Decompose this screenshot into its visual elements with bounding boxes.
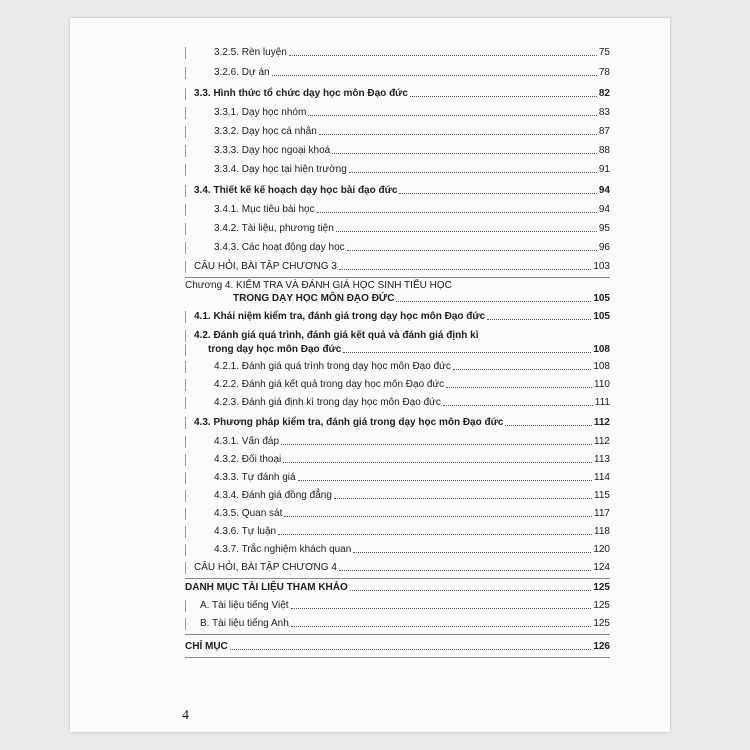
toc-entry-page: 118 [594,526,610,537]
toc-entry-label: CÂU HỎI, BÀI TẬP CHƯƠNG 3 [194,261,337,272]
toc-entry-label: 4.3.1. Vấn đáp [214,436,280,447]
toc-entry-page: 108 [593,361,610,372]
toc-entry-3-2-6 [185,67,610,79]
toc-entry-label: CÂU HỎI, BÀI TẬP CHƯƠNG 4 [194,562,337,573]
toc-section-page: 108 [593,344,610,355]
chapter-title-line2: TRONG DẠY HỌC MÔN ĐẠO ĐỨC [233,293,395,304]
toc-entry-page: 120 [593,544,610,555]
toc-entry-3-3-3 [185,145,610,157]
toc-entry-3-3-2 [185,126,610,138]
toc-entry-label: 4.2.2. Đánh giá kết quả trong dạy học môn Đạo đức [214,379,445,390]
chapter-page: 105 [593,293,610,304]
dot-leader [289,55,597,56]
toc-entry-page: 114 [594,472,610,483]
toc-entry-4-2-2 [185,379,610,391]
toc-entry-page: 103 [593,261,610,272]
toc-section-label: 3.4. Thiết kế kế hoạch dạy học bài đạo đức [194,185,398,196]
divider [185,277,610,278]
toc-entry-label: 4.2.1. Đánh giá quá trình trong dạy học môn Đạo đức [214,361,451,372]
toc-entry-3-3-4 [185,164,610,176]
toc-entry-page: 96 [598,242,610,253]
dot-leader [396,301,591,302]
dot-leader [332,153,597,154]
toc-entry-4-3-6 [185,526,610,538]
toc-section-label: 4.2. Đánh giá quá trình, đánh giá kết quả và đánh giá định kì [194,330,479,341]
toc-entry-page: 113 [594,454,610,465]
toc-section-label: 3.3. Hình thức tổ chức dạy học môn Đạo đức [194,88,408,99]
toc-section-page: 94 [598,185,610,196]
toc-entry-label: A. Tài liệu tiếng Việt [200,600,289,611]
page-number: 4 [182,708,189,723]
toc-section-page: 125 [593,582,610,593]
toc-entry-label: 3.2.6. Dự án [214,67,270,78]
toc-entry-label: 4.2.3. Đánh giá định kì trong dạy học môn Đạo đức [214,397,441,408]
toc-section-page: 126 [593,641,610,652]
dot-leader [336,231,597,232]
toc-entry-label: 4.3.4. Đánh giá đồng đẳng [214,490,332,501]
toc-section-label: CHỈ MỤC [185,641,228,652]
toc-section-label: 4.1. Khái niệm kiểm tra, đánh giá trong dạy học môn Đạo đức [194,311,486,322]
toc-references-en [185,618,610,630]
dot-leader [291,608,592,609]
toc-entry-page: 112 [594,436,610,447]
dot-leader [487,319,591,320]
dot-leader [343,352,591,353]
toc-entry-label: 3.4.1. Mục tiêu bài học [214,204,315,215]
toc-entry-page: 91 [598,164,610,175]
dot-leader [298,480,592,481]
toc-entry-4-2-1 [185,361,610,373]
toc-entry-page: 115 [594,490,610,501]
toc-section-4-1 [185,311,610,323]
toc-questions-ch3 [185,261,610,273]
toc-section-4-2-line2 [185,344,610,356]
toc-entry-4-3-5 [185,508,610,520]
toc-entry-label: 3.4.3. Các hoạt động dạy học [214,242,345,253]
toc-index [185,641,610,653]
toc-section-label: trong dạy học môn Đạo đức [208,344,342,355]
toc-references [185,582,610,594]
toc-entry-3-2-5 [185,47,610,59]
dot-leader [350,590,592,591]
toc-section-page: 105 [593,311,610,322]
toc-entry-label: 3.4.2. Tài liệu, phương tiện [214,223,334,234]
toc-entry-3-4-2 [185,223,610,235]
toc-section-3-3 [185,88,610,100]
dot-leader [349,172,597,173]
toc-entry-page: 88 [598,145,610,156]
toc-entry-page: 117 [594,508,610,519]
divider [185,657,610,658]
dot-leader [347,250,597,251]
dot-leader [505,425,591,426]
toc-entry-3-4-1 [185,204,610,216]
toc-entry-page: 87 [598,126,610,137]
divider [185,578,610,579]
dot-leader [317,212,597,213]
toc-entry-4-3-2 [185,454,610,466]
toc-chapter-4 [185,279,610,305]
toc-entry-page: 124 [593,562,610,573]
toc-entry-label: 3.3.3. Dạy học ngoại khoá [214,145,331,156]
toc-section-4-2-line1 [185,330,610,342]
dot-leader [410,96,597,97]
dot-leader [230,649,592,650]
dot-leader [339,570,591,571]
toc-section-4-3 [185,417,610,429]
chapter-title-line2-row [185,292,610,305]
toc-entry-label: 4.3.2. Đối thoại [214,454,282,465]
toc-entry-page: 111 [594,397,610,408]
dot-leader [284,516,592,517]
dot-leader [272,75,597,76]
toc-entry-page: 75 [598,47,610,58]
toc-entry-label: 4.3.3. Tự đánh giá [214,472,296,483]
toc-entry-4-3-3 [185,472,610,484]
dot-leader [446,387,592,388]
toc-entry-4-2-3 [185,397,610,409]
toc-entry-4-3-1 [185,436,610,448]
toc-entry-page: 95 [598,223,610,234]
dot-leader [319,134,597,135]
toc-entry-4-3-4 [185,490,610,502]
toc-entry-label: B. Tài liệu tiếng Anh [200,618,289,629]
toc-section-page: 82 [598,88,610,99]
dot-leader [308,115,597,116]
dot-leader [283,462,592,463]
toc-entry-4-3-7 [185,544,610,556]
toc-section-3-4 [185,185,610,197]
toc-section-page: 112 [593,417,610,428]
toc-entry-3-4-3 [185,242,610,254]
toc-entry-label: 4.3.7. Trắc nghiệm khách quan [214,544,352,555]
toc-entry-page: 83 [598,107,610,118]
toc-entry-label: 3.3.1. Dạy học nhóm [214,107,307,118]
toc-entry-3-3-1 [185,107,610,119]
dot-leader [353,552,591,553]
dot-leader [281,444,592,445]
toc-entry-label: 3.3.2. Dạy học cá nhân [214,126,317,137]
toc-entry-page: 125 [593,600,610,611]
toc-references-vi [185,600,610,612]
toc-entry-label: 4.3.5. Quan sát [214,508,283,519]
toc-section-label: 4.3. Phương pháp kiểm tra, đánh giá trong dạy học môn Đạo đức [194,417,504,428]
toc-entry-label: 4.3.6. Tự luận [214,526,277,537]
dot-leader [399,193,596,194]
dot-leader [443,405,593,406]
dot-leader [334,498,592,499]
toc-questions-ch4 [185,562,610,574]
toc-entry-label: 3.3.4. Dạy học tại hiện trường [214,164,347,175]
toc-entry-label: 3.2.5. Rèn luyện [214,47,287,58]
dot-leader [453,369,591,370]
chapter-title-line1: Chương 4. KIỂM TRA VÀ ĐÁNH GIÁ HỌC SINH TIỂU HỌC [185,280,452,291]
dot-leader [339,269,591,270]
dot-leader [278,534,592,535]
toc-entry-page: 78 [598,67,610,78]
divider [185,634,610,635]
toc-section-label: DANH MỤC TÀI LIỆU THAM KHẢO [185,582,348,593]
toc-entry-page: 125 [593,618,610,629]
dot-leader [291,626,592,627]
toc-entry-page: 110 [594,379,610,390]
toc-entry-page: 94 [598,204,610,215]
